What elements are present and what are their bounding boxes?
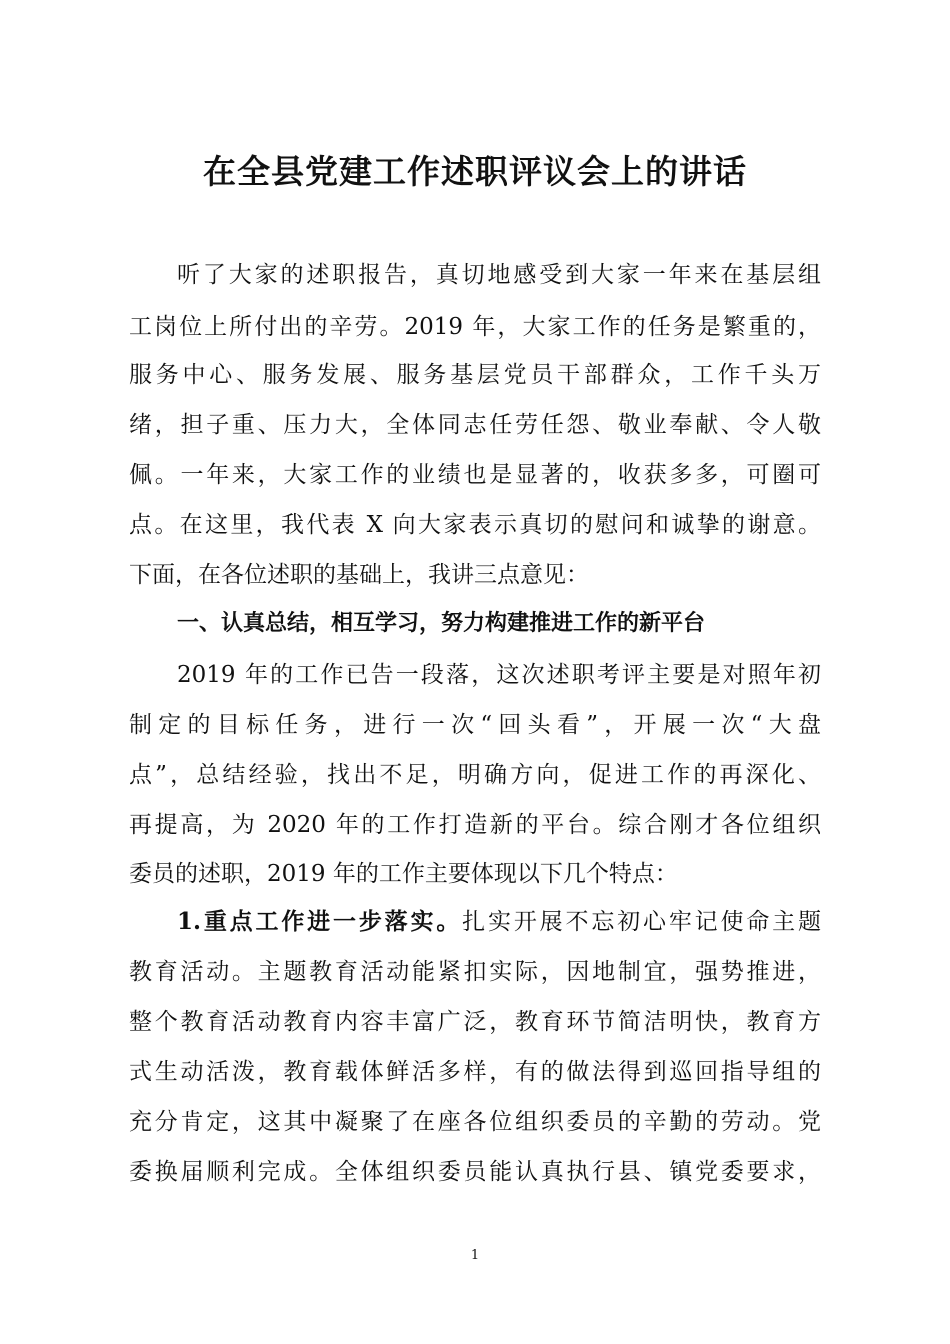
paragraph-line: 2019 年的工作已告一段落，这次述职考评主要是对照年初: [177, 662, 821, 688]
paragraph-line: 绪，担子重、压力大，全体同志任劳任怨、敬业奉献、令人敬: [129, 412, 821, 438]
paragraph-line: 制定的目标任务，进行一次“回头看”，开展一次“大盘: [129, 712, 821, 738]
section-heading: 一、认真总结，相互学习，努力构建推进工作的新平台: [177, 611, 706, 636]
paragraph-line: 式生动活泼，教育载体鲜活多样，有的做法得到巡回指导组的: [129, 1059, 821, 1085]
paragraph-line: 再提高，为 2020 年的工作打造新的平台。综合刚才各位组织: [129, 812, 821, 838]
paragraph-line: 整个教育活动教育内容丰富广泛，教育环节简洁明快，教育方: [129, 1009, 821, 1035]
paragraph-line: 点。在这里，我代表 X 向大家表示真切的慰问和诚挚的谢意。: [129, 512, 821, 538]
paragraph-line: 教育活动。主题教育活动能紧扣实际，因地制宜，强势推进，: [129, 959, 821, 985]
paragraph-line: 充分肯定，这其中凝聚了在座各位组织委员的辛勤的劳动。党: [129, 1109, 821, 1135]
paragraph-text: 扎实开展不忘初心牢记使命主题: [462, 909, 821, 935]
paragraph-line: 听了大家的述职报告，真切地感受到大家一年来在基层组: [177, 262, 821, 288]
subheading-lead: 1.重点工作进一步落实。: [177, 908, 463, 935]
page-number: 1: [470, 1248, 480, 1263]
paragraph-line: [177, 905, 821, 939]
paragraph-line: 下面，在各位述职的基础上，我讲三点意见：: [129, 562, 589, 588]
paragraph-line: 点”，总结经验，找出不足，明确方向，促进工作的再深化、: [129, 762, 821, 788]
paragraph-line: 服务中心、服务发展、服务基层党员干部群众，工作千头万: [129, 362, 821, 388]
paragraph-line: 佩。一年来，大家工作的业绩也是显著的，收获多多，可圈可: [129, 462, 821, 488]
paragraph-line: 委换届顺利完成。全体组织委员能认真执行县、镇党委要求，: [129, 1159, 821, 1185]
paragraph-line: 委员的述职，2019 年的工作主要体现以下几个特点：: [129, 861, 678, 887]
document-title: 在全县党建工作述职评议会上的讲话: [203, 152, 747, 191]
paragraph-line: 工岗位上所付出的辛劳。2019 年，大家工作的任务是繁重的，: [129, 314, 821, 340]
